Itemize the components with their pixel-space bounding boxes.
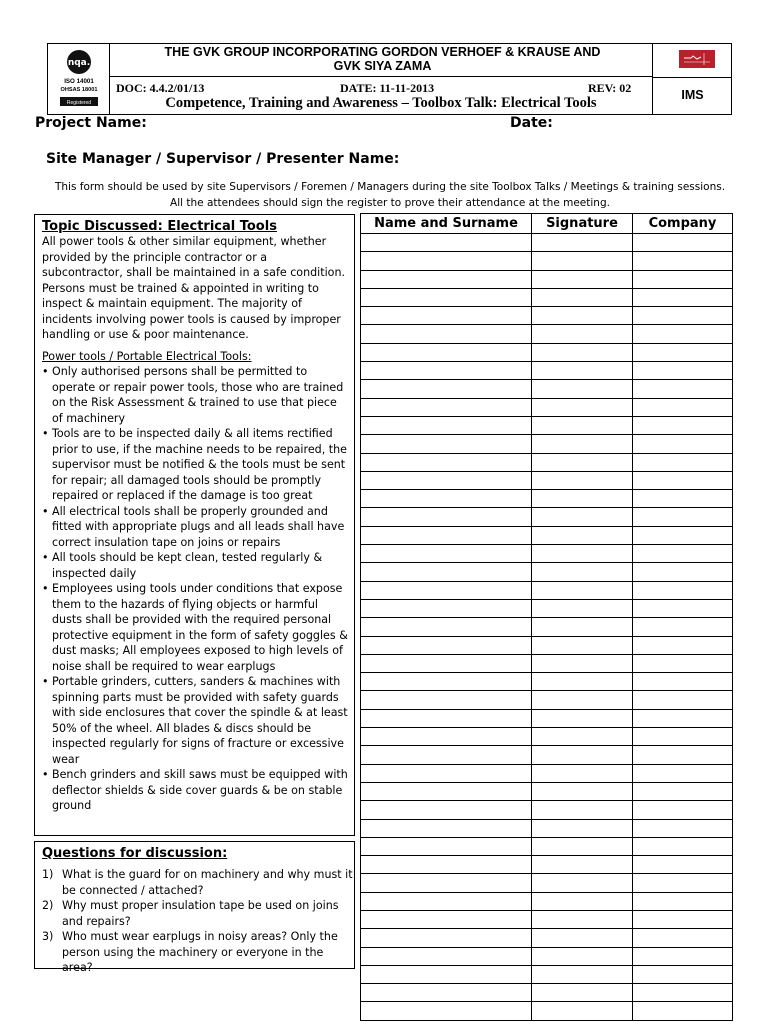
register-signature-cell[interactable] (532, 362, 633, 380)
column-header-name: Name and Surname (361, 214, 532, 234)
instructions-line1: This form should be used by site Supervisors / Foremen / Managers during the site Toolbox Talks / Meetings & training sessions. (54, 181, 726, 193)
register-company-cell[interactable] (633, 691, 733, 709)
register-name-cell[interactable] (361, 380, 532, 398)
register-company-cell[interactable] (633, 508, 733, 526)
register-name-cell[interactable] (361, 892, 532, 910)
register-signature-cell[interactable] (532, 984, 633, 1002)
register-name-cell[interactable] (361, 325, 532, 343)
register-name-cell[interactable] (361, 416, 532, 434)
register-signature-cell[interactable] (532, 490, 633, 508)
register-signature-cell[interactable] (532, 599, 633, 617)
register-company-cell[interactable] (633, 837, 733, 855)
register-name-cell[interactable] (361, 782, 532, 800)
certification-logo-cell (48, 44, 110, 114)
register-row (361, 343, 733, 361)
register-company-cell[interactable] (633, 563, 733, 581)
register-name-cell[interactable] (361, 270, 532, 288)
topic-bullet-item: • All electrical tools shall be properly grounded and fitted with appropriate plugs and all leads shall have correct insulation tape on joins or repairs (42, 504, 350, 551)
register-row (361, 618, 733, 636)
register-signature-cell[interactable] (532, 252, 633, 270)
document-title: Competence, Training and Awareness – Toolbox Talk: Electrical Tools (165, 95, 597, 111)
register-signature-cell[interactable] (532, 709, 633, 727)
register-company-cell[interactable] (633, 362, 733, 380)
document-header (47, 43, 732, 115)
register-signature-cell[interactable] (532, 874, 633, 892)
register-name-cell[interactable] (361, 343, 532, 361)
register-header-row (361, 214, 733, 234)
register-row (361, 362, 733, 380)
register-name-cell[interactable] (361, 874, 532, 892)
register-row (361, 819, 733, 837)
attendance-register-table (360, 213, 733, 1021)
topic-bullet-item: • Tools are to be inspected daily & all items rectified prior to use, if the machine needs to be repaired, the supervisor must be notified & the tools must be sent for repair; all damaged tools should be promptly repaired or replaced if the damage is too great (42, 426, 350, 504)
register-signature-cell[interactable] (532, 307, 633, 325)
register-signature-cell[interactable] (532, 581, 633, 599)
register-row (361, 746, 733, 764)
register-company-cell[interactable] (633, 618, 733, 636)
register-signature-cell[interactable] (532, 1002, 633, 1020)
register-row (361, 673, 733, 691)
register-company-cell[interactable] (633, 325, 733, 343)
register-name-cell[interactable] (361, 252, 532, 270)
register-signature-cell[interactable] (532, 691, 633, 709)
register-name-cell[interactable] (361, 545, 532, 563)
company-name-line2: GVK SIYA ZAMA (333, 59, 432, 73)
question-text: What is the guard for on machinery and why must it be connected / attached? (62, 868, 353, 897)
register-name-cell[interactable] (361, 435, 532, 453)
register-row (361, 307, 733, 325)
topic-bullet-item: • Only authorised persons shall be permitted to operate or repair power tools, those who are trained on the Risk Assessment & trained to use that piece of machinery (42, 364, 350, 426)
register-company-cell[interactable] (633, 398, 733, 416)
gvk-logo-icon (679, 50, 715, 68)
register-row (361, 874, 733, 892)
register-company-cell[interactable] (633, 801, 733, 819)
register-signature-cell[interactable] (532, 746, 633, 764)
register-company-cell[interactable] (633, 654, 733, 672)
register-signature-cell[interactable] (532, 416, 633, 434)
register-company-cell[interactable] (633, 764, 733, 782)
register-signature-cell[interactable] (532, 325, 633, 343)
register-signature-cell[interactable] (532, 965, 633, 983)
register-name-cell[interactable] (361, 508, 532, 526)
register-signature-cell[interactable] (532, 270, 633, 288)
register-company-cell[interactable] (633, 1002, 733, 1020)
register-name-cell[interactable] (361, 636, 532, 654)
register-signature-cell[interactable] (532, 343, 633, 361)
register-signature-cell[interactable] (532, 947, 633, 965)
register-row (361, 471, 733, 489)
register-signature-cell[interactable] (532, 910, 633, 928)
register-name-cell[interactable] (361, 764, 532, 782)
register-name-cell[interactable] (361, 1002, 532, 1020)
topic-bullet-item: • Bench grinders and skill saws must be equipped with deflector shields & side cover guards & be on stable ground (42, 767, 350, 814)
register-name-cell[interactable] (361, 581, 532, 599)
ims-cell (652, 44, 731, 114)
register-row (361, 288, 733, 306)
register-name-cell[interactable] (361, 856, 532, 874)
register-row (361, 270, 733, 288)
register-row (361, 965, 733, 983)
topic-subheading: Power tools / Portable Electrical Tools: (42, 349, 252, 363)
register-row (361, 526, 733, 544)
register-company-cell[interactable] (633, 929, 733, 947)
register-row (361, 416, 733, 434)
register-company-cell[interactable] (633, 453, 733, 471)
gvk-logo-mark-icon (679, 50, 715, 68)
badge-line2: OHSAS 18001 (60, 87, 98, 93)
register-signature-cell[interactable] (532, 380, 633, 398)
badge-brand: nqa. (67, 58, 91, 68)
register-signature-cell[interactable] (532, 618, 633, 636)
register-name-cell[interactable] (361, 965, 532, 983)
doc-date: DATE: 11-11-2013 (340, 81, 435, 95)
register-name-cell[interactable] (361, 453, 532, 471)
register-row (361, 599, 733, 617)
register-row (361, 984, 733, 1002)
doc-number: DOC: 4.4.2/01/13 (116, 81, 205, 95)
badge-line3: Registered (66, 100, 92, 106)
topic-heading: Topic Discussed: Electrical Tools (42, 219, 277, 234)
register-signature-cell[interactable] (532, 801, 633, 819)
register-name-cell[interactable] (361, 599, 532, 617)
register-name-cell[interactable] (361, 563, 532, 581)
register-company-cell[interactable] (633, 380, 733, 398)
register-company-cell[interactable] (633, 709, 733, 727)
register-name-cell[interactable] (361, 471, 532, 489)
register-signature-cell[interactable] (532, 673, 633, 691)
register-company-cell[interactable] (633, 526, 733, 544)
register-company-cell[interactable] (633, 673, 733, 691)
register-name-cell[interactable] (361, 728, 532, 746)
register-company-cell[interactable] (633, 599, 733, 617)
questions-list (42, 867, 354, 976)
register-company-cell[interactable] (633, 435, 733, 453)
register-signature-cell[interactable] (532, 288, 633, 306)
topic-bullet-item: • Portable grinders, cutters, sanders & machines with spinning parts must be provided with safety guards with side enclosures that cover the spindle & at least 50% of the wheel. All blades & discs should be inspected regularly for signs of fracture or excessive wear (42, 674, 350, 767)
questions-heading: Questions for discussion: (42, 846, 228, 861)
register-row (361, 856, 733, 874)
register-row (361, 581, 733, 599)
register-row (361, 435, 733, 453)
register-row (361, 234, 733, 252)
register-signature-cell[interactable] (532, 435, 633, 453)
topic-bullet-item: • Employees using tools under conditions that expose them to the hazards of flying objects or harmful dusts shall be provided with the required personal protective equipment in the form of safety goggles & dust masks; All employees exposed to high levels of noise shall be required to wear earplugs (42, 581, 350, 674)
register-name-cell[interactable] (361, 618, 532, 636)
register-row (361, 709, 733, 727)
register-row (361, 654, 733, 672)
register-row (361, 728, 733, 746)
topic-box (34, 214, 355, 836)
register-company-cell[interactable] (633, 746, 733, 764)
question-item (42, 867, 354, 898)
register-row (361, 837, 733, 855)
doc-revision: REV: 02 (588, 81, 632, 95)
register-name-cell[interactable] (361, 398, 532, 416)
register-row (361, 1002, 733, 1020)
register-signature-cell[interactable] (532, 892, 633, 910)
register-row (361, 782, 733, 800)
register-name-cell[interactable] (361, 947, 532, 965)
register-row (361, 929, 733, 947)
register-signature-cell[interactable] (532, 234, 633, 252)
register-name-cell[interactable] (361, 288, 532, 306)
presenter-name-label: Site Manager / Supervisor / Presenter Name: (46, 151, 400, 167)
register-signature-cell[interactable] (532, 545, 633, 563)
register-row (361, 910, 733, 928)
date-label: Date: (510, 115, 553, 131)
register-name-cell[interactable] (361, 819, 532, 837)
register-signature-cell[interactable] (532, 782, 633, 800)
register-row (361, 325, 733, 343)
register-company-cell[interactable] (633, 782, 733, 800)
register-company-cell[interactable] (633, 288, 733, 306)
register-company-cell[interactable] (633, 856, 733, 874)
register-name-cell[interactable] (361, 709, 532, 727)
register-name-cell[interactable] (361, 490, 532, 508)
project-name-label: Project Name: (35, 115, 147, 131)
register-row (361, 508, 733, 526)
register-row (361, 545, 733, 563)
company-name (110, 45, 655, 73)
register-row (361, 252, 733, 270)
register-row (361, 892, 733, 910)
register-company-cell[interactable] (633, 728, 733, 746)
register-name-cell[interactable] (361, 801, 532, 819)
register-signature-cell[interactable] (532, 728, 633, 746)
badge-line1: ISO 14001 (64, 78, 94, 85)
register-row (361, 764, 733, 782)
register-name-cell[interactable] (361, 234, 532, 252)
register-row (361, 947, 733, 965)
register-row (361, 380, 733, 398)
question-number: 2) (42, 899, 54, 912)
register-row (361, 490, 733, 508)
register-company-cell[interactable] (633, 471, 733, 489)
topic-bullet-item: • All tools should be kept clean, tested regularly & inspected daily (42, 550, 350, 581)
register-name-cell[interactable] (361, 673, 532, 691)
register-company-cell[interactable] (633, 270, 733, 288)
question-item (42, 898, 354, 929)
question-number: 3) (42, 930, 54, 943)
register-name-cell[interactable] (361, 307, 532, 325)
register-company-cell[interactable] (633, 545, 733, 563)
register-signature-cell[interactable] (532, 856, 633, 874)
register-name-cell[interactable] (361, 526, 532, 544)
register-signature-cell[interactable] (532, 636, 633, 654)
register-company-cell[interactable] (633, 965, 733, 983)
register-company-cell[interactable] (633, 490, 733, 508)
question-number: 1) (42, 868, 54, 881)
register-signature-cell[interactable] (532, 837, 633, 855)
register-company-cell[interactable] (633, 892, 733, 910)
register-signature-cell[interactable] (532, 819, 633, 837)
register-row (361, 453, 733, 471)
register-signature-cell[interactable] (532, 508, 633, 526)
ims-divider (653, 77, 732, 78)
register-row (361, 691, 733, 709)
register-company-cell[interactable] (633, 234, 733, 252)
register-signature-cell[interactable] (532, 526, 633, 544)
register-name-cell[interactable] (361, 910, 532, 928)
register-company-cell[interactable] (633, 343, 733, 361)
register-company-cell[interactable] (633, 307, 733, 325)
register-row (361, 801, 733, 819)
register-name-cell[interactable] (361, 929, 532, 947)
register-row (361, 563, 733, 581)
nqa-certification-badge (56, 48, 102, 110)
register-row (361, 398, 733, 416)
register-name-cell[interactable] (361, 984, 532, 1002)
register-name-cell[interactable] (361, 362, 532, 380)
register-signature-cell[interactable] (532, 471, 633, 489)
questions-box (34, 841, 355, 974)
register-signature-cell[interactable] (532, 398, 633, 416)
register-company-cell[interactable] (633, 910, 733, 928)
register-company-cell[interactable] (633, 874, 733, 892)
question-text: Why must proper insulation tape be used on joins and repairs? (62, 899, 339, 928)
register-company-cell[interactable] (633, 947, 733, 965)
topic-paragraph: All power tools & other similar equipment, whether provided by the principle contractor or a subcontractor, shall be maintained in a safe condition. Persons must be trained & appointed in writing to inspect & maintain equipment. The majority of incidents involving power tools is caused by improper handling or use & poor maintenance. (42, 235, 346, 341)
topic-bullet-list (42, 364, 350, 814)
register-row (361, 636, 733, 654)
company-name-line1: THE GVK GROUP INCORPORATING GORDON VERHOEF & KRAUSE AND (164, 45, 601, 59)
register-signature-cell[interactable] (532, 563, 633, 581)
register-name-cell[interactable] (361, 746, 532, 764)
register-company-cell[interactable] (633, 984, 733, 1002)
instructions-line2: All the attendees should sign the register to prove their attendance at the meeting. (170, 196, 610, 209)
register-company-cell[interactable] (633, 416, 733, 434)
register-signature-cell[interactable] (532, 453, 633, 471)
register-company-cell[interactable] (633, 819, 733, 837)
register-signature-cell[interactable] (532, 764, 633, 782)
register-company-cell[interactable] (633, 252, 733, 270)
register-name-cell[interactable] (361, 654, 532, 672)
ims-label: IMS (681, 88, 704, 102)
form-instructions (30, 180, 750, 211)
column-header-signature: Signature (532, 214, 633, 234)
question-item (42, 929, 354, 976)
register-name-cell[interactable] (361, 691, 532, 709)
register-signature-cell[interactable] (532, 929, 633, 947)
register-company-cell[interactable] (633, 581, 733, 599)
question-text: Who must wear earplugs in noisy areas? Only the person using the machinery or everyone in the area? (62, 930, 338, 974)
register-signature-cell[interactable] (532, 654, 633, 672)
register-company-cell[interactable] (633, 636, 733, 654)
register-name-cell[interactable] (361, 837, 532, 855)
column-header-company: Company (633, 214, 733, 234)
